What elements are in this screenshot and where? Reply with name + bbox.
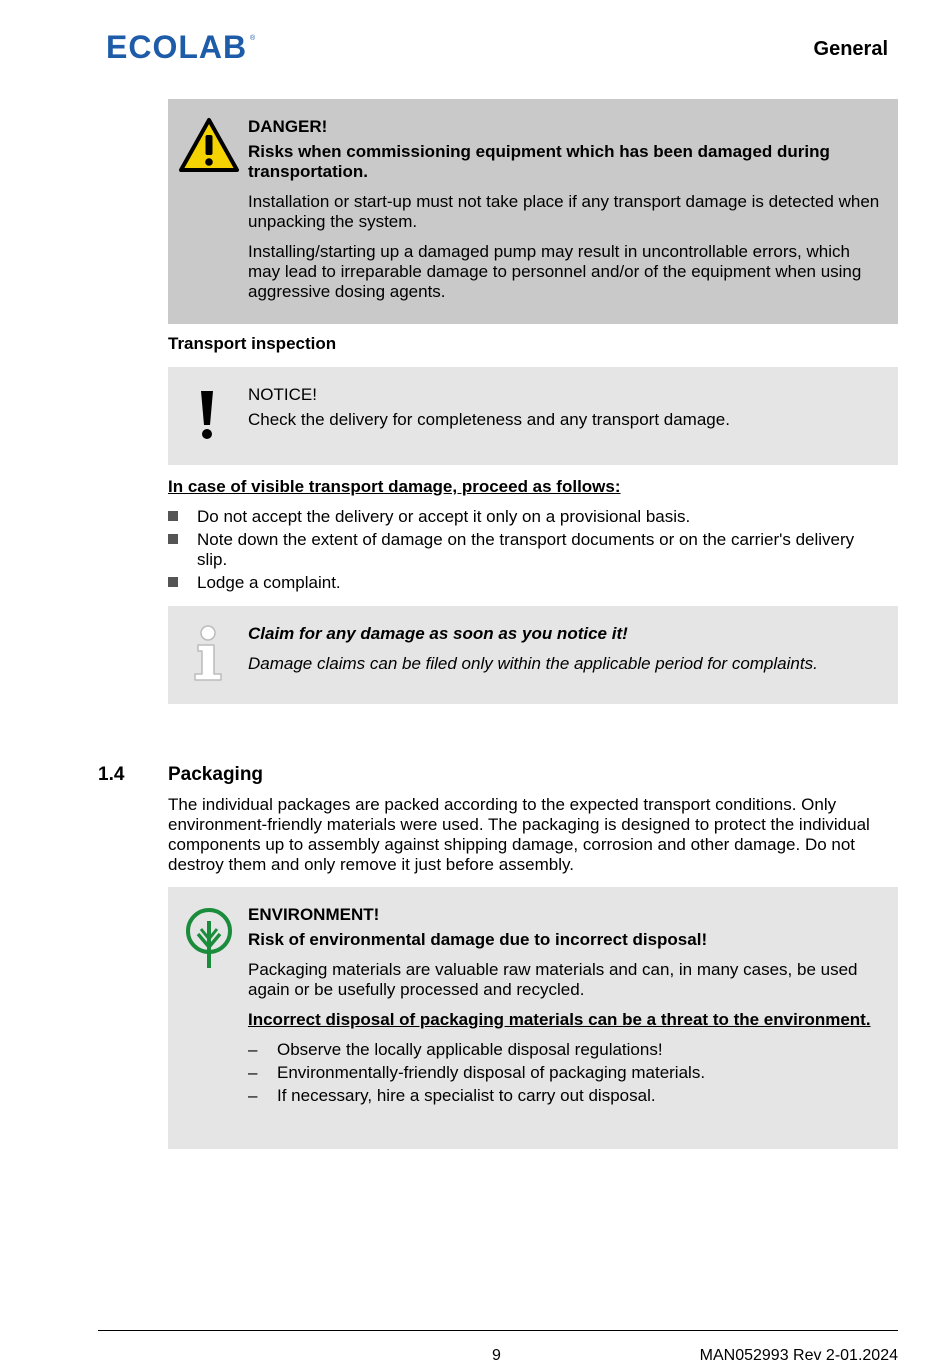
svg-text:®: ® bbox=[250, 35, 256, 42]
info-box bbox=[168, 606, 898, 704]
damage-procedure-list bbox=[168, 507, 868, 596]
square-bullet-icon bbox=[168, 534, 178, 544]
info-icon bbox=[192, 624, 226, 682]
environment-box bbox=[168, 887, 898, 1149]
footer-divider bbox=[98, 1330, 898, 1331]
environment-para: Packaging materials are valuable raw materials and can, in many cases, be used again or be usefully processed and recycled. bbox=[248, 960, 858, 999]
list-item: Do not accept the delivery or accept it only on a provisional basis. bbox=[168, 507, 868, 527]
square-bullet-icon bbox=[168, 577, 178, 587]
info-title: Claim for any damage as soon as you notice it! bbox=[248, 624, 628, 643]
danger-box bbox=[168, 99, 898, 324]
info-text: Damage claims can be filed only within the applicable period for complaints. bbox=[248, 654, 818, 673]
damage-procedure-heading: In case of visible transport damage, proceed as follows: bbox=[168, 477, 621, 496]
environment-title: Risk of environmental damage due to incorrect disposal! bbox=[248, 930, 708, 949]
square-bullet-icon bbox=[168, 511, 178, 521]
list-item: Note down the extent of damage on the transport documents or on the carrier's delivery slip. bbox=[168, 530, 868, 570]
tree-icon bbox=[184, 907, 234, 969]
section-body: The individual packages are packed according to the expected transport conditions. Only environment-friendly materials were used. The packaging is designed to protect the individual components up to assembly against shipping damage, corrosion and other damage. Do not destroy them and only remove it just before assembly. bbox=[168, 795, 870, 874]
notice-box bbox=[168, 367, 898, 465]
section-header: General bbox=[813, 38, 888, 60]
list-item: – Observe the locally applicable disposal regulations! bbox=[248, 1040, 663, 1059]
warning-triangle-icon bbox=[178, 117, 240, 173]
logo-text: ECOLAB bbox=[106, 30, 248, 64]
page-number: 9 bbox=[492, 1347, 501, 1364]
ecolab-logo bbox=[106, 30, 256, 64]
exclamation-icon bbox=[198, 389, 216, 441]
section-title: Packaging bbox=[168, 764, 264, 785]
notice-label: NOTICE! bbox=[248, 385, 317, 404]
danger-para-1: Installation or start-up must not take place if any transport damage is detected when unpacking the system. bbox=[248, 192, 880, 231]
environment-list bbox=[248, 1040, 884, 1106]
list-item: – If necessary, hire a specialist to carry out disposal. bbox=[248, 1086, 656, 1105]
document-id: MAN052993 Rev 2-01.2024 bbox=[699, 1347, 898, 1364]
environment-warning: Incorrect disposal of packaging materials can be a threat to the environment. bbox=[248, 1010, 871, 1029]
transport-inspection-heading: Transport inspection bbox=[168, 334, 337, 353]
environment-label: ENVIRONMENT! bbox=[248, 905, 380, 924]
danger-para-2: Installing/starting up a damaged pump may result in uncontrollable errors, which may lead to irreparable damage to personnel and/or of the equipment when using aggressive dosing agents. bbox=[248, 242, 862, 301]
danger-title: Risks when commissioning equipment which has been damaged during transportation. bbox=[248, 142, 830, 181]
notice-text: Check the delivery for completeness and any transport damage. bbox=[248, 410, 730, 429]
list-item: – Environmentally-friendly disposal of packaging materials. bbox=[248, 1063, 706, 1082]
danger-label: DANGER! bbox=[248, 117, 328, 136]
list-item: Lodge a complaint. bbox=[168, 573, 868, 593]
section-number: 1.4 bbox=[98, 764, 125, 785]
